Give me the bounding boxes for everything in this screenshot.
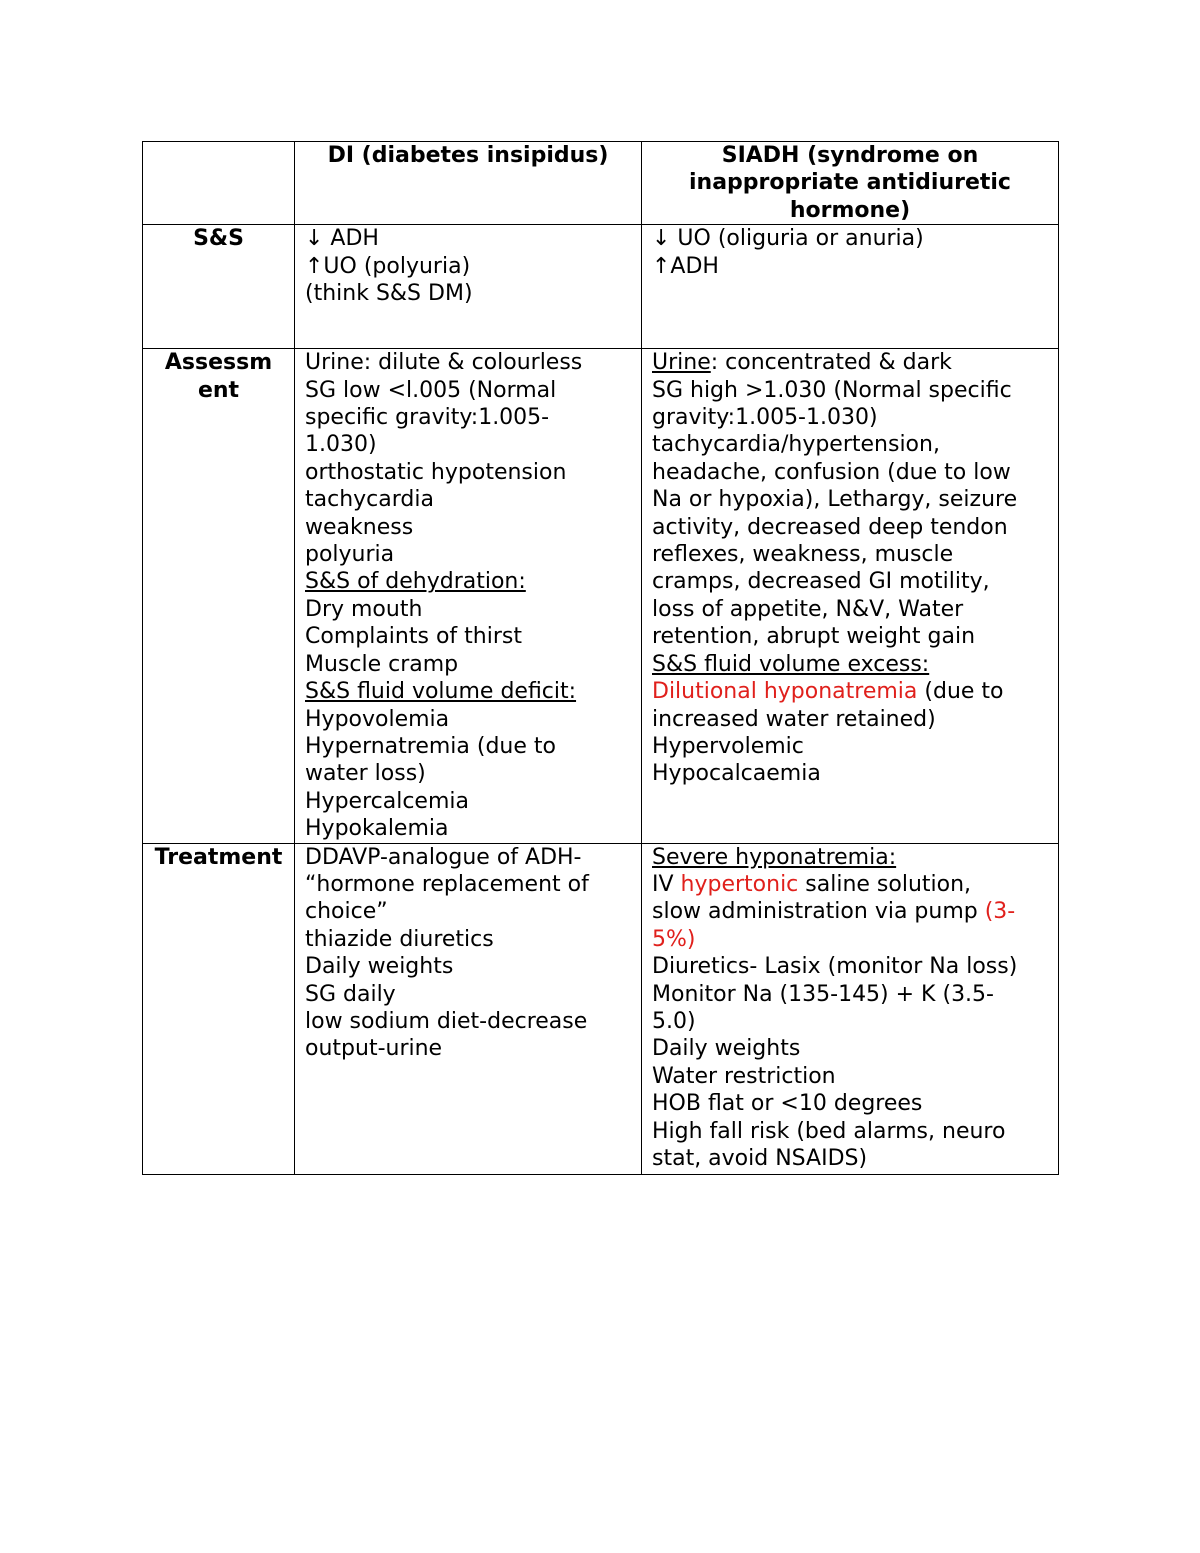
list-item: ↑UO (polyuria) bbox=[305, 253, 471, 279]
list-item: HOB flat or <10 degrees bbox=[652, 1091, 923, 1117]
list-item: specific gravity:1.005- bbox=[305, 405, 550, 431]
cell-assessment-siadh bbox=[642, 349, 1059, 843]
list-item: Hypocalcaemia bbox=[652, 761, 821, 787]
list-item: Complaints of thirst bbox=[305, 624, 522, 650]
list-item: weakness bbox=[305, 514, 414, 540]
list-item bbox=[652, 678, 1048, 705]
header-siadh: SIADH (syndrome on inappropriate antidiuretic hormone) bbox=[642, 142, 1059, 225]
list-item bbox=[652, 349, 1048, 376]
list-item: (think S&S DM) bbox=[305, 281, 473, 307]
list-item: reflexes, weakness, muscle bbox=[652, 542, 954, 568]
comparison-table bbox=[142, 141, 1059, 1175]
list-item: choice” bbox=[305, 899, 388, 925]
list-item: High fall risk (bed alarms, neuro bbox=[652, 1118, 1006, 1144]
list-item: SG low <l.005 (Normal bbox=[305, 377, 557, 403]
list-item: activity, decreased deep tendon bbox=[652, 514, 1008, 540]
list-item: Muscle cramp bbox=[305, 651, 459, 677]
subheading: Severe hyponatremia: bbox=[652, 844, 897, 870]
row-label-text: Assessment bbox=[164, 350, 273, 403]
list-item: Monitor Na (135-145) + K (3.5- bbox=[652, 981, 994, 1007]
list-item: cramps, decreased GI motility, bbox=[652, 569, 990, 595]
header-row bbox=[143, 142, 1059, 225]
cell-assessment-di bbox=[295, 349, 642, 843]
header-di: DI (diabetes insipidus) bbox=[295, 142, 642, 225]
list-item: Water restriction bbox=[652, 1063, 836, 1089]
list-item: tachycardia/hypertension, bbox=[652, 432, 940, 458]
list-item: Daily weights bbox=[652, 1036, 801, 1062]
list-item: stat, avoid NSAIDS) bbox=[652, 1146, 868, 1171]
list-item: retention, abrupt weight gain bbox=[652, 624, 976, 650]
list-item: 1.030) bbox=[305, 432, 377, 458]
row-label-text: Treatment bbox=[154, 844, 283, 870]
highlight-text: (3- bbox=[984, 899, 1016, 925]
list-item: Hypovolemia bbox=[305, 706, 450, 732]
plain-text: saline solution, bbox=[798, 871, 972, 897]
list-item: ↓ ADH bbox=[305, 226, 379, 252]
list-item bbox=[652, 871, 1048, 898]
list-item: ↑ADH bbox=[652, 253, 719, 279]
highlight-text: Dilutional hyponatremia bbox=[652, 679, 918, 705]
plain-text: IV bbox=[652, 871, 681, 897]
subheading: S&S fluid volume excess: bbox=[652, 651, 930, 677]
urine-text: : concentrated & dark bbox=[710, 350, 952, 376]
cell-ss-siadh bbox=[642, 225, 1059, 349]
list-item: Daily weights bbox=[305, 954, 454, 980]
table-row-assessment bbox=[143, 349, 1059, 843]
cell-ss-di bbox=[295, 225, 642, 349]
list-item: “hormone replacement of bbox=[305, 871, 589, 897]
urine-label: Urine bbox=[652, 350, 711, 376]
list-item: SG daily bbox=[305, 981, 396, 1007]
row-label-ss: S&S bbox=[143, 225, 295, 349]
subheading: S&S of dehydration: bbox=[305, 569, 526, 595]
list-item: Urine: dilute & colourless bbox=[305, 350, 583, 376]
list-item: increased water retained) bbox=[652, 706, 936, 732]
list-item: headache, confusion (due to low bbox=[652, 459, 1011, 485]
list-item: output-urine bbox=[305, 1036, 443, 1062]
table-row-ss bbox=[143, 225, 1059, 349]
highlight-text: hypertonic bbox=[680, 871, 799, 897]
plain-text: (due to bbox=[917, 679, 1004, 705]
list-item: orthostatic hypotension bbox=[305, 459, 567, 485]
list-item: 5.0) bbox=[652, 1008, 696, 1034]
list-item: Hypokalemia bbox=[305, 816, 449, 842]
list-item: loss of appetite, N&V, Water bbox=[652, 596, 964, 622]
list-item: Hypercalcemia bbox=[305, 788, 469, 814]
list-item: DDAVP-analogue of ADH- bbox=[305, 844, 582, 870]
list-item: Dry mouth bbox=[305, 596, 423, 622]
list-item: tachycardia bbox=[305, 487, 434, 513]
table-row-treatment bbox=[143, 843, 1059, 1174]
header-empty-cell bbox=[143, 142, 295, 225]
list-item: gravity:1.005-1.030) bbox=[652, 405, 878, 431]
list-item: thiazide diuretics bbox=[305, 926, 494, 952]
list-item: Na or hypoxia), Lethargy, seizure bbox=[652, 487, 1018, 513]
row-label-treatment bbox=[143, 843, 295, 1174]
row-label-assessment bbox=[143, 349, 295, 843]
list-item: polyuria bbox=[305, 542, 395, 568]
list-item: Hypervolemic bbox=[652, 733, 804, 759]
plain-text: slow administration via pump bbox=[652, 899, 985, 925]
list-item: water loss) bbox=[305, 761, 426, 787]
highlight-text: 5%) bbox=[652, 926, 696, 952]
cell-treatment-siadh bbox=[642, 843, 1059, 1174]
list-item: low sodium diet-decrease bbox=[305, 1008, 588, 1034]
list-item: ↓ UO (oliguria or anuria) bbox=[652, 226, 924, 252]
subheading: S&S fluid volume deficit: bbox=[305, 679, 577, 705]
cell-treatment-di bbox=[295, 843, 642, 1174]
list-item bbox=[652, 898, 1048, 925]
list-item: Diuretics- Lasix (monitor Na loss) bbox=[652, 954, 1018, 980]
list-item: SG high >1.030 (Normal specific bbox=[652, 377, 1012, 403]
list-item: Hypernatremia (due to bbox=[305, 733, 556, 759]
